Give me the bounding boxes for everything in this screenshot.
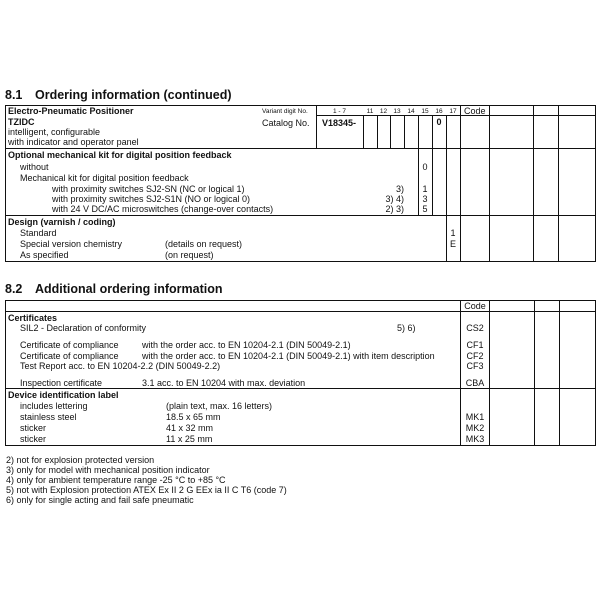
cert-code: CS2	[466, 323, 484, 333]
col-divider	[534, 300, 535, 446]
option-label: without	[20, 162, 49, 172]
mechanical-kit-heading: Optional mechanical kit for digital position feedback	[8, 150, 232, 160]
variant-digit-label: Variant digit No.	[262, 108, 308, 115]
label-detail: 18.5 x 65 mm	[166, 412, 221, 422]
digit-col-1-7: 1 - 7	[332, 108, 346, 115]
model-name: TZIDC	[8, 117, 35, 127]
label-detail: (plain text, max. 16 letters)	[166, 401, 273, 411]
cert-detail: with the order acc. to EN 10204-2.1 (DIN 50049-2.1) with item description	[142, 351, 435, 361]
digit15-value: 1	[422, 184, 428, 194]
cert-code: CBA	[465, 378, 485, 388]
cert-label: Inspection certificate	[20, 378, 103, 388]
design-detail: (details on request)	[165, 239, 243, 249]
label-code: MK2	[465, 423, 485, 433]
col-divider	[390, 115, 391, 148]
section-number: 8.2	[5, 282, 23, 296]
footnotes	[6, 455, 287, 505]
design-detail: (on request)	[165, 250, 214, 260]
footnote: 2) not for explosion protected version	[6, 455, 155, 465]
digit15-value: 5	[422, 204, 428, 214]
col-divider	[404, 115, 405, 148]
digit15-value: 3	[422, 194, 428, 204]
catalog-prefix: V18345-	[322, 118, 357, 128]
code-header: Code	[464, 106, 486, 116]
cert-code: CF1	[466, 340, 484, 350]
cert-label: Certificate of compliance	[20, 351, 119, 361]
digit-col-13: 13	[393, 108, 401, 115]
digit16-value: 0	[436, 117, 442, 127]
design-label: Standard	[20, 228, 57, 238]
digit15-value: 0	[422, 162, 428, 172]
digit-col-16: 16	[435, 108, 443, 115]
digit-col-11: 11	[366, 108, 374, 115]
section-8-1-heading	[5, 88, 232, 102]
label-code: MK3	[465, 434, 485, 444]
label-code: MK1	[465, 412, 485, 422]
label-option: includes lettering	[20, 401, 88, 411]
cert-detail: 3.1 acc. to EN 10204 with max. deviation	[142, 378, 306, 388]
col-divider	[559, 300, 560, 446]
cert-label: Test Report acc. to EN 10204-2.2 (DIN 50049-2.2)	[20, 361, 221, 371]
design-label: Special version chemistry	[20, 239, 123, 249]
digit-col-15: 15	[421, 108, 429, 115]
product-desc-1: intelligent, configurable	[8, 127, 101, 137]
option-label: Mechanical kit for digital position feedback	[20, 173, 189, 183]
code-header: Code	[464, 301, 486, 311]
label-option: sticker	[20, 434, 47, 444]
design-heading: Design (varnish / coding)	[8, 217, 116, 227]
digit-col-17: 17	[449, 108, 457, 115]
row-divider	[5, 311, 596, 312]
col-divider	[489, 105, 490, 262]
cert-code: CF3	[466, 361, 484, 371]
certificates-heading: Certificates	[8, 313, 58, 323]
cert-code: CF2	[466, 351, 484, 361]
footnote: 3) only for model with mechanical position indicator	[6, 465, 210, 475]
col-divider	[460, 105, 461, 262]
option-notes: 2) 3)	[385, 204, 404, 214]
cert-detail: with the order acc. to EN 10204-2.1 (DIN 50049-2.1)	[142, 340, 351, 350]
footnote: 5) not with Explosion protection ATEX Ex II 2 G EEx ia II C T6 (code 7)	[6, 485, 287, 495]
col-divider	[489, 300, 490, 446]
cert-label: SIL2 - Declaration of conformity	[20, 323, 147, 333]
section-8-2-heading	[5, 282, 223, 296]
digit17-value: 1	[450, 228, 456, 238]
label-detail: 41 x 32 mm	[166, 423, 214, 433]
label-option: sticker	[20, 423, 47, 433]
label-option: stainless steel	[20, 412, 77, 422]
design-label: As specified	[20, 250, 69, 260]
option-label: with 24 V DC/AC microswitches (change-over contacts)	[52, 204, 274, 214]
footnote: 4) only for ambient temperature range -25 °C to +85 °C	[6, 475, 226, 485]
option-label: with proximity switches SJ2-S1N (NO or logical 0)	[52, 194, 251, 204]
col-divider	[533, 105, 534, 262]
col-divider	[363, 115, 364, 148]
cert-label: Certificate of compliance	[20, 340, 119, 350]
header-divider	[316, 115, 596, 116]
option-notes: 3) 4)	[385, 194, 404, 204]
section-title: Additional ordering information	[35, 282, 223, 296]
device-label-heading: Device identification label	[8, 390, 119, 400]
option-notes: 3)	[395, 184, 404, 194]
option-label: with proximity switches SJ2-SN (NC or logical 1)	[52, 184, 245, 194]
section-number: 8.1	[5, 88, 23, 102]
digit-col-12: 12	[379, 108, 388, 115]
footnote: 6) only for single acting and fail safe pneumatic	[6, 495, 194, 505]
digit17-value: E	[449, 239, 456, 249]
digit-col-14: 14	[407, 108, 415, 115]
table-frame	[5, 300, 596, 446]
product-name: Electro-Pneumatic Positioner	[8, 106, 134, 116]
col-divider	[558, 105, 559, 262]
cert-notes: 5) 6)	[397, 323, 416, 333]
section-title: Ordering information (continued)	[35, 88, 232, 102]
col-divider	[377, 115, 378, 148]
product-desc-2: with indicator and operator panel	[8, 137, 139, 147]
col-divider	[432, 115, 433, 215]
label-detail: 11 x 25 mm	[166, 434, 213, 444]
catalog-label: Catalog No.	[262, 118, 310, 128]
